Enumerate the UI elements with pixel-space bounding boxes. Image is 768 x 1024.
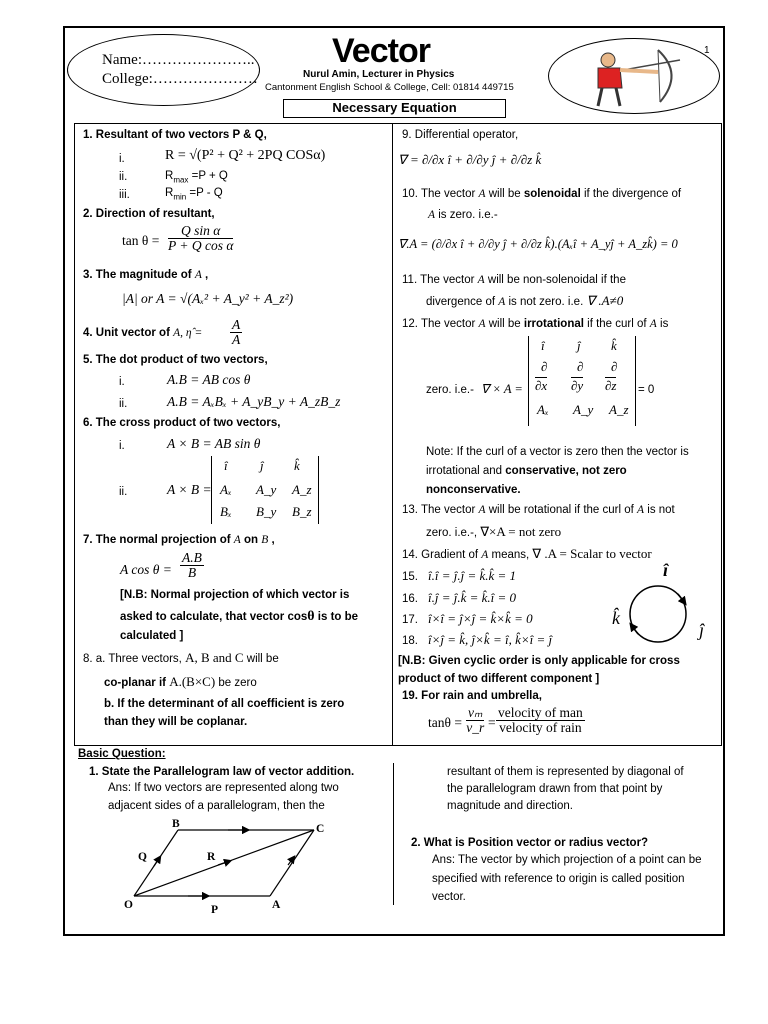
det-cell: î [224,458,228,473]
eq11-notzero: is not zero. i.e. [505,296,587,308]
eq1-iii-sub: min [173,192,187,202]
det-cell: B_y [256,504,277,519]
a1-line2: adjacent sides of a parallelogram, then the [108,800,325,812]
cycle-j-label: ĵ [699,620,705,640]
eq11-text: 11. The vector [402,274,478,286]
q2-title: 2. What is Position vector or radius vector? [411,837,649,849]
eq5-title: 5. The dot product of two vectors, [83,354,268,366]
eq13-vec2: A [637,504,645,516]
a1-line1: Ans: If two vectors are represented along two [108,782,339,794]
det-cell: A_z [292,482,312,497]
eq10-zero: is zero. i.e.- [435,209,498,221]
eq13-text: 13. The vector [402,504,479,516]
eq19-den1: v_r [466,720,485,735]
eq6-ii-lhs: A × B = [167,482,212,497]
eq1-iii-rest: =P - Q [186,187,223,199]
eq13-line2 [426,525,561,540]
column-divider [392,123,393,746]
eq2-fraction [168,224,233,253]
eq2-title: 2. Direction of resultant, [83,208,215,220]
eq11-end: will be non-solenoidal if the [484,274,626,286]
eq8-b-line2: than they will be coplanar. [104,716,248,728]
eq9-title: 9. Differential operator, [402,129,519,141]
eq7-nb-line1: [N.B: Normal projection of which vector is [120,589,350,601]
a2-line3: vector. [432,891,466,903]
eq5-i-formula: A.B = AB cos θ [167,372,251,387]
eq7-num: A.B [182,550,202,565]
eq19-eq: = [488,715,496,730]
eq7-comma: , [268,534,275,546]
eq15-formula: î.î = ĵ.ĵ = k̂.k̂ = 1 [428,568,517,583]
eq16-formula: î.ĵ = ĵ.k̂ = k̂.î = 0 [428,590,517,605]
q1-title: 1. State the Parallelogram law of vector addition. [89,766,355,778]
eq14-math: ∇ .A = Scalar to vector [532,546,652,561]
eq1-iii-r: R [165,187,174,199]
a1-line5: magnitude and direction. [447,800,573,812]
eq5-ii-formula: A.B = AₓBₓ + A_yB_y + A_zB_z [167,394,341,409]
eq7-nb-theta: θ [307,609,315,624]
eq4-title [83,326,202,340]
eq10-end: if the divergence of [580,188,682,200]
note-irrotational: irrotational and [426,465,506,477]
eq4-num: A [232,317,241,332]
eq7-title [83,533,275,547]
eq2-lhs: tan θ = [122,233,160,248]
eq7-on: on [240,534,262,546]
det-cell: A_z [609,402,629,417]
eq12-equals-zero: = 0 [638,384,655,396]
eq13-mid: will be rotational if the curl of [485,504,638,516]
cycle-k-label: k̂ [612,608,620,628]
eq10-will: will be [485,188,524,200]
det-cell: ∂z [605,378,617,393]
eq15-num: 15. [402,571,418,583]
note-conservative: conservative, not zero [505,465,627,477]
eq12-zero-label: zero. i.e.- [426,384,474,396]
eq10-line1 [402,187,681,201]
a2-line1: Ans: The vector by which projection of a point can be [432,854,702,866]
eq1-iii-formula [165,186,223,204]
eq1-ii-formula [165,169,228,187]
eq11-vec2: A [498,296,506,308]
eq18-formula: î×ĵ = k̂, ĵ×k̂ = î, k̂×î = ĵ [428,632,553,647]
brand-logo: Vector [332,32,430,70]
eq8-zero: be zero [215,677,257,689]
eq7-vec-b: B [261,534,269,546]
eq9-formula: ∇ = ∂/∂x î + ∂/∂y ĵ + ∂/∂z k̂ [398,152,542,167]
eq18-num: 18. [402,635,418,647]
eq19-lhs: tanθ = [428,715,462,730]
eq3-formula: |A| or A = √(Aₓ² + A_y² + A_z²) [122,291,294,306]
eq5-ii-label: ii. [119,398,128,410]
eq4-eq: , η̂ = [180,327,203,339]
eq8-end: will be [243,653,279,665]
eq11-line2 [426,294,623,309]
det-cell: ∂y [571,378,584,393]
a1-line4: the parallelogram drawn from that point by [447,783,663,795]
eq12-vec2: A [649,318,657,330]
eq7-nb-line2 [120,610,358,624]
eq19-num1: vₘ [468,705,483,720]
eq4-den: A [232,332,241,347]
det-cell: Aₓ [220,482,232,497]
det-cell: k̂ [294,458,300,473]
eq4-fraction [230,318,242,347]
eq10-vec2: A [428,209,436,221]
eq8-a-line2 [104,675,257,690]
eq6-determinant [211,456,319,524]
eq11-line1 [402,273,626,287]
det-cell: A_y [256,482,277,497]
eq7-lhs: A cos θ = [120,562,172,577]
det-cell: ∂ [611,359,618,374]
eq13-vec: A [478,504,486,516]
eq10-solenoidal: solenoidal [523,188,581,200]
eq16-num: 16. [402,593,418,605]
note-line3: nonconservative. [426,484,521,496]
a1-line3: resultant of them is represented by diagonal of [447,766,684,778]
page-title: Necessary Equation [332,100,457,115]
eq6-ii-label: ii. [119,486,128,498]
fig-label-b: B [172,818,180,830]
det-cell: ĵ [577,338,581,353]
eq7-text: 7. The normal projection of [83,534,234,546]
eq1-iii-label: iii. [119,189,130,201]
eq13-zero: zero. i.e.-, [426,527,481,539]
cycle-i-label: î [663,560,669,580]
det-cell: ∂ [541,359,548,374]
eq1-ii-label: ii. [119,171,128,183]
eq12-line1 [402,317,668,331]
eq12-curl: if the curl of [583,318,650,330]
eq12-determinant [528,336,636,426]
eq4-vec: A [173,327,181,339]
eq17-num: 17. [402,614,418,626]
fig-label-q: Q [138,851,147,863]
fig-label-a: A [272,899,281,911]
note-line2 [426,464,627,478]
eq3-comma: , [201,269,209,281]
author-line: Nurul Amin, Lecturer in Physics [303,69,455,80]
eq17-formula: î×î = ĵ×ĵ = k̂×k̂ = 0 [428,611,533,626]
eq7-fraction [180,551,204,580]
det-cell: A_y [573,402,594,417]
eq14-means: means, [488,549,533,561]
eq1-ii-sub: max [173,175,189,185]
eq8-coplanar: co-planar if [104,677,170,689]
fig-label-c: C [316,823,325,835]
nb-line1: [N.B: Given cyclic order is only applicable for cross [398,655,680,667]
parallelogram-figure [118,818,328,914]
eq12-irrotational: irrotational [523,318,584,330]
eq11-math: ∇ .A≠0 [586,293,624,308]
eq12-vec: A [478,318,486,330]
eq2-den: P + Q cos α [168,238,234,253]
eq8-text: 8. a. Three vectors, [83,653,186,665]
eq19-den2: velocity of rain [499,720,582,735]
basic-heading: Basic Question: [78,748,166,760]
eq4-text: 4. Unit vector of [83,327,174,339]
eq19-frac2 [496,706,585,735]
eq19-title: 19. For rain and umbrella, [402,690,542,702]
eq12-text: 12. The vector [402,318,479,330]
eq8-a-line1 [83,651,279,666]
eq10-formula: ∇.A = (∂/∂x î + ∂/∂y ĵ + ∂/∂z k̂).(Aₓî + A_yĵ + A_zk̂) = 0 [398,237,678,251]
school-line: Cantonment English School & College, Cell: 01814 449715 [265,82,514,93]
page-number: 1 [704,45,710,56]
det-cell: Aₓ [537,402,549,417]
eq7-nb-end: is to be [314,611,359,623]
eq6-i-formula: A × B = AB sin θ [167,436,261,451]
eq12-is: is [656,318,669,330]
eq12-will: will be [485,318,524,330]
eq14-text: 14. Gradient of [402,549,482,561]
college-label: College:………………… [102,71,258,87]
fig-label-o: O [124,899,133,911]
eq19-num2: velocity of man [498,705,583,720]
fig-label-p: P [211,904,219,916]
eq10-text: 10. The vector [402,188,479,200]
eq7-den: B [187,565,197,580]
eq7-vec-a: A [233,534,241,546]
eq1-i-formula: R = √(P² + Q² + 2PQ COSα) [165,148,326,163]
eq6-title: 6. The cross product of two vectors, [83,417,281,429]
eq6-i-label: i. [119,440,125,452]
eq1-title: 1. Resultant of two vectors P & Q, [83,129,267,141]
eq1-ii-r: R [165,170,174,182]
eq7-nb-text: asked to calculate, that vector cos [120,611,308,623]
eq1-i-label: i. [119,153,125,165]
cyclic-order-diagram [620,582,696,648]
eq14-vec: A [481,549,489,561]
note-line1: Note: If the curl of a vector is zero then the vector is [426,446,689,458]
basic-divider [393,763,394,905]
eq8-b-line1: b. If the determinant of all coefficient is zero [104,698,345,710]
eq8-triple: A.(B×C) [169,674,216,689]
eq8-vectors: A, B and C [185,650,244,665]
eq10-vec: A [478,188,486,200]
archer-illustration [580,44,700,108]
eq19-frac1 [466,706,484,735]
eq2-num: Q sin α [168,224,233,239]
eq13-line1 [402,503,675,517]
det-cell: ∂x [535,378,548,393]
det-cell: î [541,338,545,353]
eq7-nb-line3: calculated ] [120,630,184,642]
nb-line2: product of two different component ] [398,673,600,685]
det-cell: ∂ [577,359,584,374]
eq14-line [402,547,652,562]
eq3-text: 3. The magnitude of [83,269,195,281]
eq5-i-label: i. [119,376,125,388]
eq1-ii-rest: =P + Q [188,170,228,182]
det-cell: Bₓ [220,504,232,519]
det-cell: ĵ [260,458,264,473]
fig-label-r: R [207,851,216,863]
name-label: Name:………………….. [102,52,255,68]
eq11-div: divergence of [426,296,499,308]
eq11-vec: A [477,274,485,286]
eq13-end: is not [644,504,675,516]
eq10-line2 [428,208,498,222]
eq13-math: ∇×A = not zero [480,524,562,539]
det-cell: k̂ [611,338,617,353]
eq3-title [83,268,208,282]
eq3-vec: A [194,269,202,281]
eq12-lhs: ∇ × A = [481,382,523,396]
a2-line2: specified with reference to origin is called position [432,873,685,885]
det-cell: B_z [292,504,312,519]
